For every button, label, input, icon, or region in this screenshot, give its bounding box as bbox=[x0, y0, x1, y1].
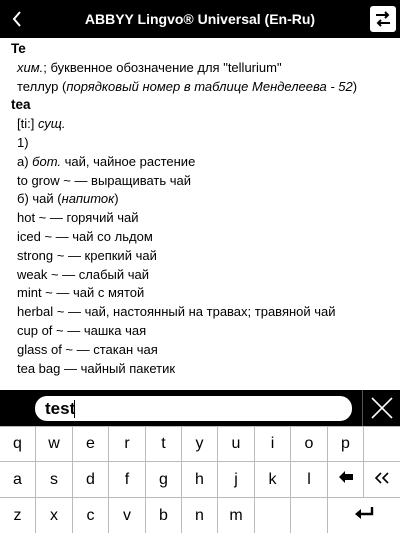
entry-line bbox=[11, 59, 390, 78]
key-c[interactable]: c bbox=[73, 498, 109, 533]
key-m[interactable]: m bbox=[218, 498, 255, 533]
key-q[interactable]: q bbox=[0, 427, 36, 461]
title-bar bbox=[0, 0, 400, 38]
key-o[interactable]: o bbox=[291, 427, 328, 461]
headword[interactable]: tea bbox=[11, 97, 31, 113]
entry-line bbox=[11, 341, 390, 360]
entry-text: strong ~ — крепкий чай bbox=[17, 247, 157, 263]
key-i[interactable]: i bbox=[255, 427, 291, 461]
keyboard-row bbox=[0, 426, 400, 461]
key-r[interactable]: r bbox=[109, 427, 146, 461]
entry-text: чай, чайное растение bbox=[61, 153, 196, 169]
blank-key[interactable] bbox=[364, 427, 400, 461]
back-chevron-icon bbox=[11, 10, 23, 28]
backspace-key[interactable] bbox=[328, 462, 364, 497]
key-z[interactable]: z bbox=[0, 498, 36, 533]
blank-key[interactable] bbox=[255, 498, 291, 533]
key-b[interactable]: b bbox=[146, 498, 182, 533]
entry-text: ) bbox=[352, 78, 358, 94]
clear-search-button[interactable] bbox=[362, 390, 400, 426]
entry-text: hot ~ — горячий чай bbox=[17, 210, 139, 226]
entry-text: mint ~ — чай с мятой bbox=[17, 285, 145, 301]
key-e[interactable]: e bbox=[73, 427, 109, 461]
entry-text: tea bag — чайный пакетик bbox=[17, 360, 176, 376]
entry-line bbox=[11, 322, 390, 341]
key-f[interactable]: f bbox=[109, 462, 146, 497]
entry-text: ; буквенное обозначение для "tellurium" bbox=[43, 59, 282, 75]
clear-x-icon bbox=[370, 396, 394, 420]
entry-line bbox=[11, 209, 390, 228]
entry-line bbox=[11, 190, 390, 209]
entry-text: iced ~ — чай со льдом bbox=[17, 228, 153, 244]
keyboard-row bbox=[0, 461, 400, 497]
app-title: ABBYY Lingvo® Universal (En-Ru) bbox=[84, 11, 316, 27]
key-y[interactable]: y bbox=[182, 427, 218, 461]
entry-line bbox=[11, 78, 390, 97]
backspace-icon bbox=[338, 470, 354, 489]
entry-line bbox=[11, 284, 390, 303]
label-italic: сущ. bbox=[37, 116, 66, 132]
key-x[interactable]: x bbox=[36, 498, 73, 533]
key-p[interactable]: p bbox=[328, 427, 364, 461]
blank-key[interactable] bbox=[291, 498, 328, 533]
entry-line bbox=[11, 115, 390, 134]
swap-direction-icon bbox=[373, 9, 393, 29]
key-h[interactable]: h bbox=[182, 462, 218, 497]
headword[interactable]: Te bbox=[11, 41, 26, 56]
search-input[interactable] bbox=[35, 396, 352, 421]
key-g[interactable]: g bbox=[146, 462, 182, 497]
label-italic: хим. bbox=[17, 59, 44, 75]
label-italic: бот. bbox=[32, 153, 62, 169]
entry-line bbox=[11, 172, 390, 191]
search-bar bbox=[0, 390, 400, 426]
entry-text: а) bbox=[17, 153, 33, 169]
key-l[interactable]: l bbox=[291, 462, 328, 497]
label-italic: порядковый номер в таблице Менделеева - 52 bbox=[66, 78, 353, 94]
entry-text: [ti:] bbox=[17, 116, 38, 132]
entry-line bbox=[11, 266, 390, 285]
back-button[interactable] bbox=[0, 0, 34, 38]
entry-line bbox=[11, 153, 390, 172]
key-w[interactable]: w bbox=[36, 427, 73, 461]
entry-text: weak ~ — слабый чай bbox=[17, 266, 150, 282]
entry-line bbox=[11, 134, 390, 153]
enter-key[interactable] bbox=[328, 498, 400, 533]
entry-text: ) bbox=[114, 191, 119, 207]
key-t[interactable]: t bbox=[146, 427, 182, 461]
text-caret bbox=[74, 400, 75, 418]
keyboard-row bbox=[0, 497, 400, 533]
key-s[interactable]: s bbox=[36, 462, 73, 497]
key-j[interactable]: j bbox=[218, 462, 255, 497]
entry-text: теллур ( bbox=[17, 78, 67, 94]
entry-line bbox=[11, 228, 390, 247]
label-italic: напиток bbox=[61, 191, 115, 207]
entry-text: cup of ~ — чашка чая bbox=[17, 322, 147, 338]
swap-direction-button[interactable] bbox=[370, 6, 396, 32]
entry-line bbox=[11, 360, 390, 379]
key-a[interactable]: a bbox=[0, 462, 36, 497]
close-keyboard-key[interactable] bbox=[364, 462, 400, 497]
key-k[interactable]: k bbox=[255, 462, 291, 497]
entry-line bbox=[11, 303, 390, 322]
key-d[interactable]: d bbox=[73, 462, 109, 497]
key-v[interactable]: v bbox=[109, 498, 146, 533]
entry-text: glass of ~ — стакан чая bbox=[17, 341, 158, 357]
entry-line bbox=[11, 247, 390, 266]
entry-text: herbal ~ — чай, настоянный на травах; травяной чай bbox=[17, 304, 336, 320]
key-n[interactable]: n bbox=[182, 498, 218, 533]
entry-text: to grow ~ — выращивать чай bbox=[17, 172, 192, 188]
entry-text: б) чай ( bbox=[17, 191, 62, 207]
key-u[interactable]: u bbox=[218, 427, 255, 461]
close-keyboard-icon bbox=[374, 471, 390, 489]
on-screen-keyboard bbox=[0, 426, 400, 533]
enter-icon bbox=[354, 506, 374, 525]
entry-text: 1) bbox=[17, 134, 29, 150]
dictionary-content bbox=[0, 40, 400, 390]
